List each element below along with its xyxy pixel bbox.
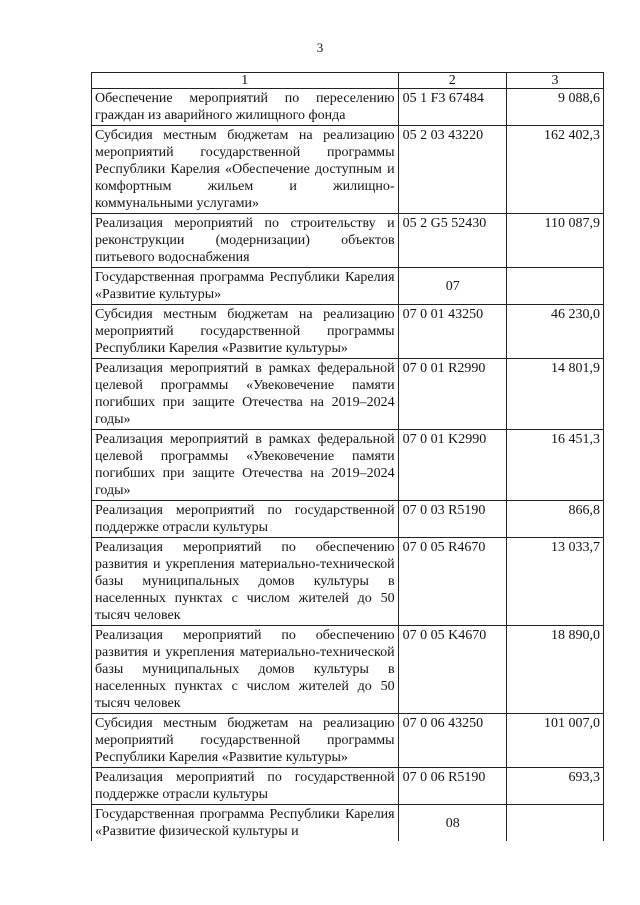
amount-cell: 14 801,9 [506, 359, 603, 430]
table-row [92, 501, 604, 538]
amount-cell: 693,3 [506, 768, 603, 805]
amount-cell: 110 087,9 [506, 214, 603, 268]
page-number: 3 [316, 40, 324, 55]
table-row [92, 430, 604, 501]
program-name-cell: Субсидия местным бюджетам на реализацию мероприятий государственной программы Республики Карелия «Развитие культуры» [92, 305, 399, 359]
budget-code-cell: 07 0 06 R5190 [398, 768, 506, 805]
program-name-cell: Реализация мероприятий по обеспечению развития и укрепления материально-технической базы муниципальных домов культуры в населенных пунктах с числом жителей до 50 тысяч человек [92, 626, 399, 714]
amount-cell: 866,8 [506, 501, 603, 538]
budget-code-cell: 08 [398, 805, 506, 842]
budget-code-cell: 07 0 05 K4670 [398, 626, 506, 714]
program-name-cell: Государственная программа Республики Карелия «Развитие физической культуры и [92, 805, 399, 842]
table-row [92, 768, 604, 805]
budget-code-cell: 05 2 03 43220 [398, 126, 506, 214]
column-header: 2 [398, 73, 506, 89]
program-name-cell: Обеспечение мероприятий по переселению граждан из аварийного жилищного фонда [92, 89, 399, 126]
program-name-cell: Реализация мероприятий по государственной поддержке отрасли культуры [92, 501, 399, 538]
table-row [92, 805, 604, 842]
table-row [92, 359, 604, 430]
budget-table [91, 72, 604, 841]
amount-cell [506, 268, 603, 305]
budget-code-cell: 07 0 03 R5190 [398, 501, 506, 538]
budget-code-cell: 07 0 05 R4670 [398, 538, 506, 626]
amount-cell: 16 451,3 [506, 430, 603, 501]
budget-code-cell: 07 0 01 K2990 [398, 430, 506, 501]
table-row [92, 714, 604, 768]
program-name-cell: Реализация мероприятий в рамках федеральной целевой программы «Увековечение памяти погибших при защите Отечества на 2019–2024 годы» [92, 430, 399, 501]
amount-cell [506, 805, 603, 842]
budget-code-cell: 05 1 F3 67484 [398, 89, 506, 126]
amount-cell: 46 230,0 [506, 305, 603, 359]
amount-cell: 13 033,7 [506, 538, 603, 626]
program-name-cell: Субсидия местным бюджетам на реализацию мероприятий государственной программы Республики Карелия «Развитие культуры» [92, 714, 399, 768]
table-row [92, 89, 604, 126]
table-row [92, 626, 604, 714]
program-name-cell: Реализация мероприятий по государственной поддержке отрасли культуры [92, 768, 399, 805]
program-name-cell: Государственная программа Республики Карелия «Развитие культуры» [92, 268, 399, 305]
amount-cell: 9 088,6 [506, 89, 603, 126]
table-row [92, 538, 604, 626]
budget-code-cell: 07 0 01 R2990 [398, 359, 506, 430]
table-row [92, 214, 604, 268]
program-name-cell: Реализация мероприятий по строительству и реконструкции (модернизации) объектов питьевого водоснабжения [92, 214, 399, 268]
amount-cell: 18 890,0 [506, 626, 603, 714]
column-header: 3 [506, 73, 603, 89]
amount-cell: 162 402,3 [506, 126, 603, 214]
table-row [92, 305, 604, 359]
program-name-cell: Реализация мероприятий по обеспечению развития и укрепления материально-технической базы муниципальных домов культуры в населенных пунктах с числом жителей до 50 тысяч человек [92, 538, 399, 626]
column-header: 1 [92, 73, 399, 89]
table-row [92, 126, 604, 214]
table-header-row [92, 73, 604, 89]
table-row [92, 268, 604, 305]
budget-code-cell: 07 [398, 268, 506, 305]
budget-code-cell: 05 2 G5 52430 [398, 214, 506, 268]
program-name-cell: Субсидия местным бюджетам на реализацию мероприятий государственной программы Республики Карелия «Обеспечение доступным и комфортным жильем и жилищно-коммунальными услугами» [92, 126, 399, 214]
amount-cell: 101 007,0 [506, 714, 603, 768]
budget-code-cell: 07 0 06 43250 [398, 714, 506, 768]
budget-code-cell: 07 0 01 43250 [398, 305, 506, 359]
program-name-cell: Реализация мероприятий в рамках федеральной целевой программы «Увековечение памяти погибших при защите Отечества на 2019–2024 годы» [92, 359, 399, 430]
